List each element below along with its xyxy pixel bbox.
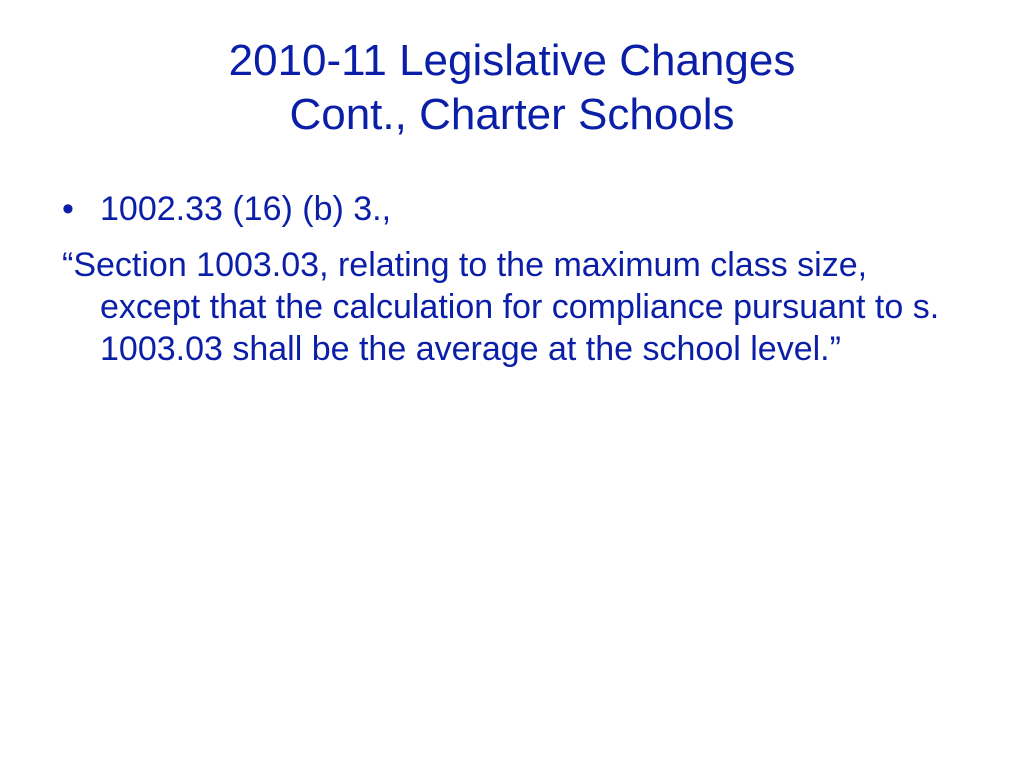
- slide-title: [0, 34, 1024, 142]
- bullet-item: [62, 188, 962, 230]
- slide-body: [62, 188, 962, 370]
- quoted-statute-text: “Section 1003.03, relating to the maximum class size, except that the calculation for compliance pursuant to s. 1003.03 shall be the average at the school level.”: [62, 246, 940, 368]
- bullet-marker: •: [62, 190, 74, 228]
- bullet-text: 1002.33 (16) (b) 3.,: [100, 190, 392, 228]
- slide-title-line-2: Cont., Charter Schools: [289, 90, 735, 139]
- slide-title-line-1: 2010-11 Legislative Changes: [228, 36, 796, 85]
